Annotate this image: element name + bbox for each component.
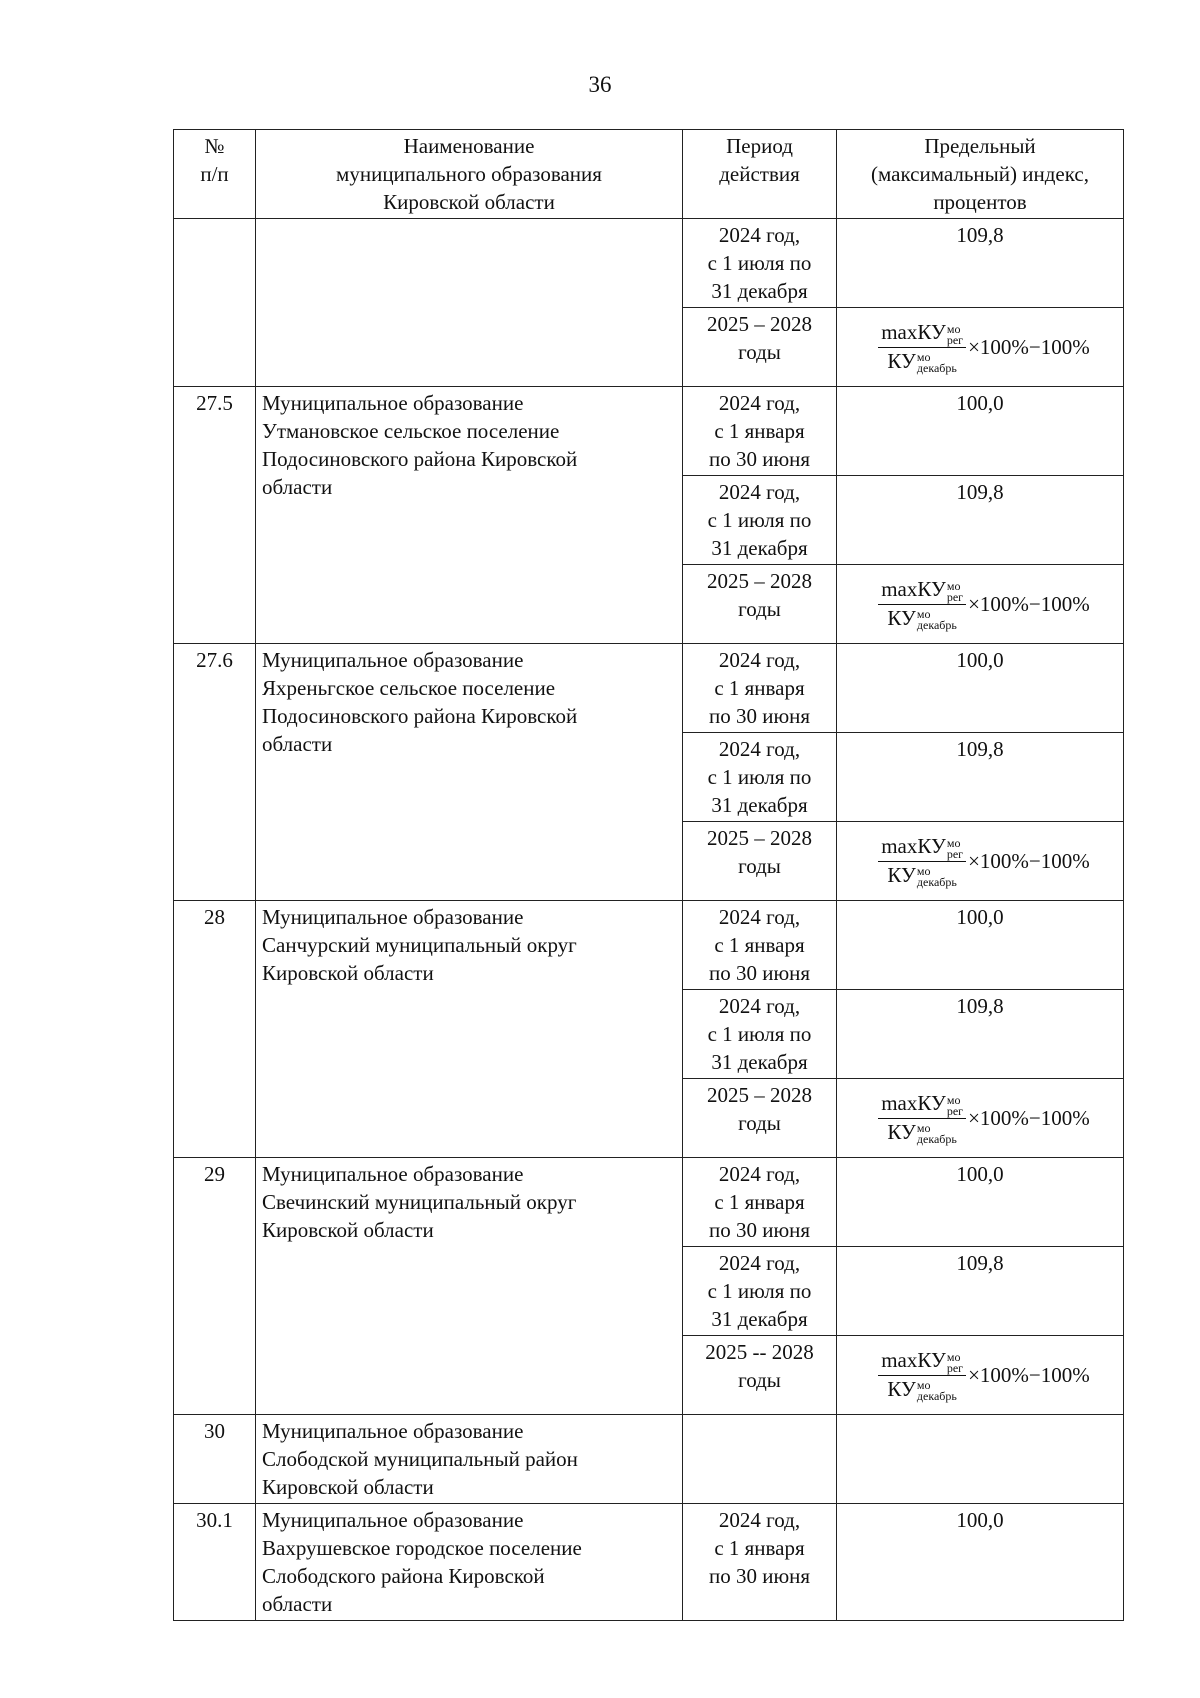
formula-bottom-base: КУ — [887, 348, 916, 373]
formula-scripts — [946, 321, 964, 347]
formula-bottom-base: КУ — [887, 862, 916, 887]
table-row — [174, 387, 1124, 476]
formula-subscript: рег — [946, 332, 964, 347]
period-cell: 2024 год, с 1 января по 30 июня — [683, 901, 837, 990]
formula-superscript: мо — [916, 863, 931, 878]
formula-subscript: декабрь — [916, 360, 957, 375]
row-number: 30 — [174, 1415, 256, 1504]
formula-numerator — [878, 834, 966, 861]
header-index: Предельный (максимальный) индекс, процентов — [837, 130, 1124, 219]
formula-superscript: мо — [946, 578, 961, 593]
formula-subscript: декабрь — [916, 874, 957, 889]
table-header-row — [174, 130, 1124, 219]
table-body — [174, 219, 1124, 1621]
formula-subscript: рег — [946, 1103, 964, 1118]
formula-denominator — [884, 1376, 959, 1402]
index-value: 109,8 — [837, 476, 1124, 565]
municipality-name — [256, 219, 683, 387]
formula-superscript: мо — [946, 1092, 961, 1107]
formula-scripts — [916, 1120, 957, 1146]
table-row — [174, 219, 1124, 308]
index-cell — [837, 1079, 1124, 1158]
formula-fraction — [878, 834, 966, 887]
formula-numerator — [878, 1348, 966, 1375]
index-value: 109,8 — [837, 733, 1124, 822]
formula-scripts — [916, 349, 957, 375]
formula-subscript: рег — [946, 589, 964, 604]
formula-fraction — [878, 320, 966, 373]
formula-subscript: рег — [946, 1360, 964, 1375]
period-cell — [683, 1415, 837, 1504]
row-number: 27.6 — [174, 644, 256, 901]
formula-superscript: мо — [946, 321, 961, 336]
period-cell: 2024 год, с 1 июля по 31 декабря — [683, 990, 837, 1079]
index-formula — [843, 1081, 1117, 1155]
period-cell: 2025 – 2028 годы — [683, 822, 837, 901]
formula-bottom-base: КУ — [887, 605, 916, 630]
header-period: Период действия — [683, 130, 837, 219]
tariff-index-table — [173, 129, 1124, 1621]
index-formula — [843, 824, 1117, 898]
municipality-name: Муниципальное образование Санчурский муниципальный округ Кировской области — [256, 901, 683, 1158]
formula-fraction — [878, 1348, 966, 1401]
municipality-name: Муниципальное образование Яхреньгское сельское поселение Подосиновского района Кировской области — [256, 644, 683, 901]
period-cell: 2024 год, с 1 июля по 31 декабря — [683, 1247, 837, 1336]
table-row — [174, 901, 1124, 990]
formula-superscript: мо — [916, 1377, 931, 1392]
index-value: 109,8 — [837, 990, 1124, 1079]
period-cell: 2024 год, с 1 июля по 31 декабря — [683, 733, 837, 822]
index-value: 100,0 — [837, 1504, 1124, 1621]
formula-scripts — [916, 863, 957, 889]
table-row — [174, 1504, 1124, 1621]
formula-scripts — [946, 578, 964, 604]
index-value: 100,0 — [837, 387, 1124, 476]
index-formula — [843, 567, 1117, 641]
formula-superscript: мо — [946, 1349, 961, 1364]
table-row — [174, 1415, 1124, 1504]
formula-denominator — [884, 348, 959, 374]
row-number: 28 — [174, 901, 256, 1158]
index-value: 100,0 — [837, 1158, 1124, 1247]
table-row — [174, 644, 1124, 733]
formula-subscript: рег — [946, 846, 964, 861]
period-cell: 2024 год, с 1 января по 30 июня — [683, 1504, 837, 1621]
formula-numerator — [878, 320, 966, 347]
formula-scripts — [916, 1377, 957, 1403]
formula-top-base: maxКУ — [881, 834, 946, 859]
formula-scripts — [946, 1092, 964, 1118]
formula-top-base: maxКУ — [881, 577, 946, 602]
index-value: 100,0 — [837, 901, 1124, 990]
formula-subscript: декабрь — [916, 1388, 957, 1403]
index-formula — [843, 1338, 1117, 1412]
index-formula — [843, 310, 1117, 384]
row-number: 27.5 — [174, 387, 256, 644]
formula-numerator — [878, 577, 966, 604]
period-cell: 2024 год, с 1 июля по 31 декабря — [683, 476, 837, 565]
formula-superscript: мо — [916, 1120, 931, 1135]
row-number — [174, 219, 256, 387]
formula-subscript: декабрь — [916, 617, 957, 632]
formula-tail: ×100%−100% — [968, 592, 1090, 616]
period-cell: 2024 год, с 1 января по 30 июня — [683, 1158, 837, 1247]
formula-subscript: декабрь — [916, 1131, 957, 1146]
formula-tail: ×100%−100% — [968, 1106, 1090, 1130]
formula-top-base: maxКУ — [881, 1348, 946, 1373]
formula-top-base: maxКУ — [881, 1091, 946, 1116]
index-value: 100,0 — [837, 644, 1124, 733]
formula-scripts — [916, 606, 957, 632]
municipality-name: Муниципальное образование Свечинский муниципальный округ Кировской области — [256, 1158, 683, 1415]
formula-scripts — [946, 1349, 964, 1375]
index-cell — [837, 308, 1124, 387]
municipality-name: Муниципальное образование Утмановское сельское поселение Подосиновского района Кировской области — [256, 387, 683, 644]
period-cell: 2025 – 2028 годы — [683, 308, 837, 387]
formula-numerator — [878, 1091, 966, 1118]
formula-tail: ×100%−100% — [968, 335, 1090, 359]
index-cell — [837, 822, 1124, 901]
header-name: Наименование муниципального образования Кировской области — [256, 130, 683, 219]
row-number: 30.1 — [174, 1504, 256, 1621]
period-cell: 2024 год, с 1 июля по 31 декабря — [683, 219, 837, 308]
formula-denominator — [884, 605, 959, 631]
formula-superscript: мо — [916, 349, 931, 364]
period-cell: 2025 – 2028 годы — [683, 1079, 837, 1158]
formula-bottom-base: КУ — [887, 1376, 916, 1401]
period-cell: 2024 год, с 1 января по 30 июня — [683, 644, 837, 733]
period-cell: 2025 – 2028 годы — [683, 565, 837, 644]
formula-fraction — [878, 577, 966, 630]
header-num: № п/п — [174, 130, 256, 219]
index-cell — [837, 1336, 1124, 1415]
period-cell: 2025 -- 2028 годы — [683, 1336, 837, 1415]
table-row — [174, 1158, 1124, 1247]
formula-tail: ×100%−100% — [968, 849, 1090, 873]
formula-top-base: maxКУ — [881, 320, 946, 345]
formula-superscript: мо — [916, 606, 931, 621]
row-number: 29 — [174, 1158, 256, 1415]
formula-scripts — [946, 835, 964, 861]
index-value — [837, 1415, 1124, 1504]
municipality-name: Муниципальное образование Слободской муниципальный район Кировской области — [256, 1415, 683, 1504]
formula-fraction — [878, 1091, 966, 1144]
formula-bottom-base: КУ — [887, 1119, 916, 1144]
page-number: 36 — [588, 72, 612, 97]
formula-tail: ×100%−100% — [968, 1363, 1090, 1387]
formula-denominator — [884, 1119, 959, 1145]
formula-superscript: мо — [946, 835, 961, 850]
index-value: 109,8 — [837, 219, 1124, 308]
index-value: 109,8 — [837, 1247, 1124, 1336]
index-cell — [837, 565, 1124, 644]
formula-denominator — [884, 862, 959, 888]
period-cell: 2024 год, с 1 января по 30 июня — [683, 387, 837, 476]
municipality-name: Муниципальное образование Вахрушевское городское поселение Слободского района Кировской области — [256, 1504, 683, 1621]
